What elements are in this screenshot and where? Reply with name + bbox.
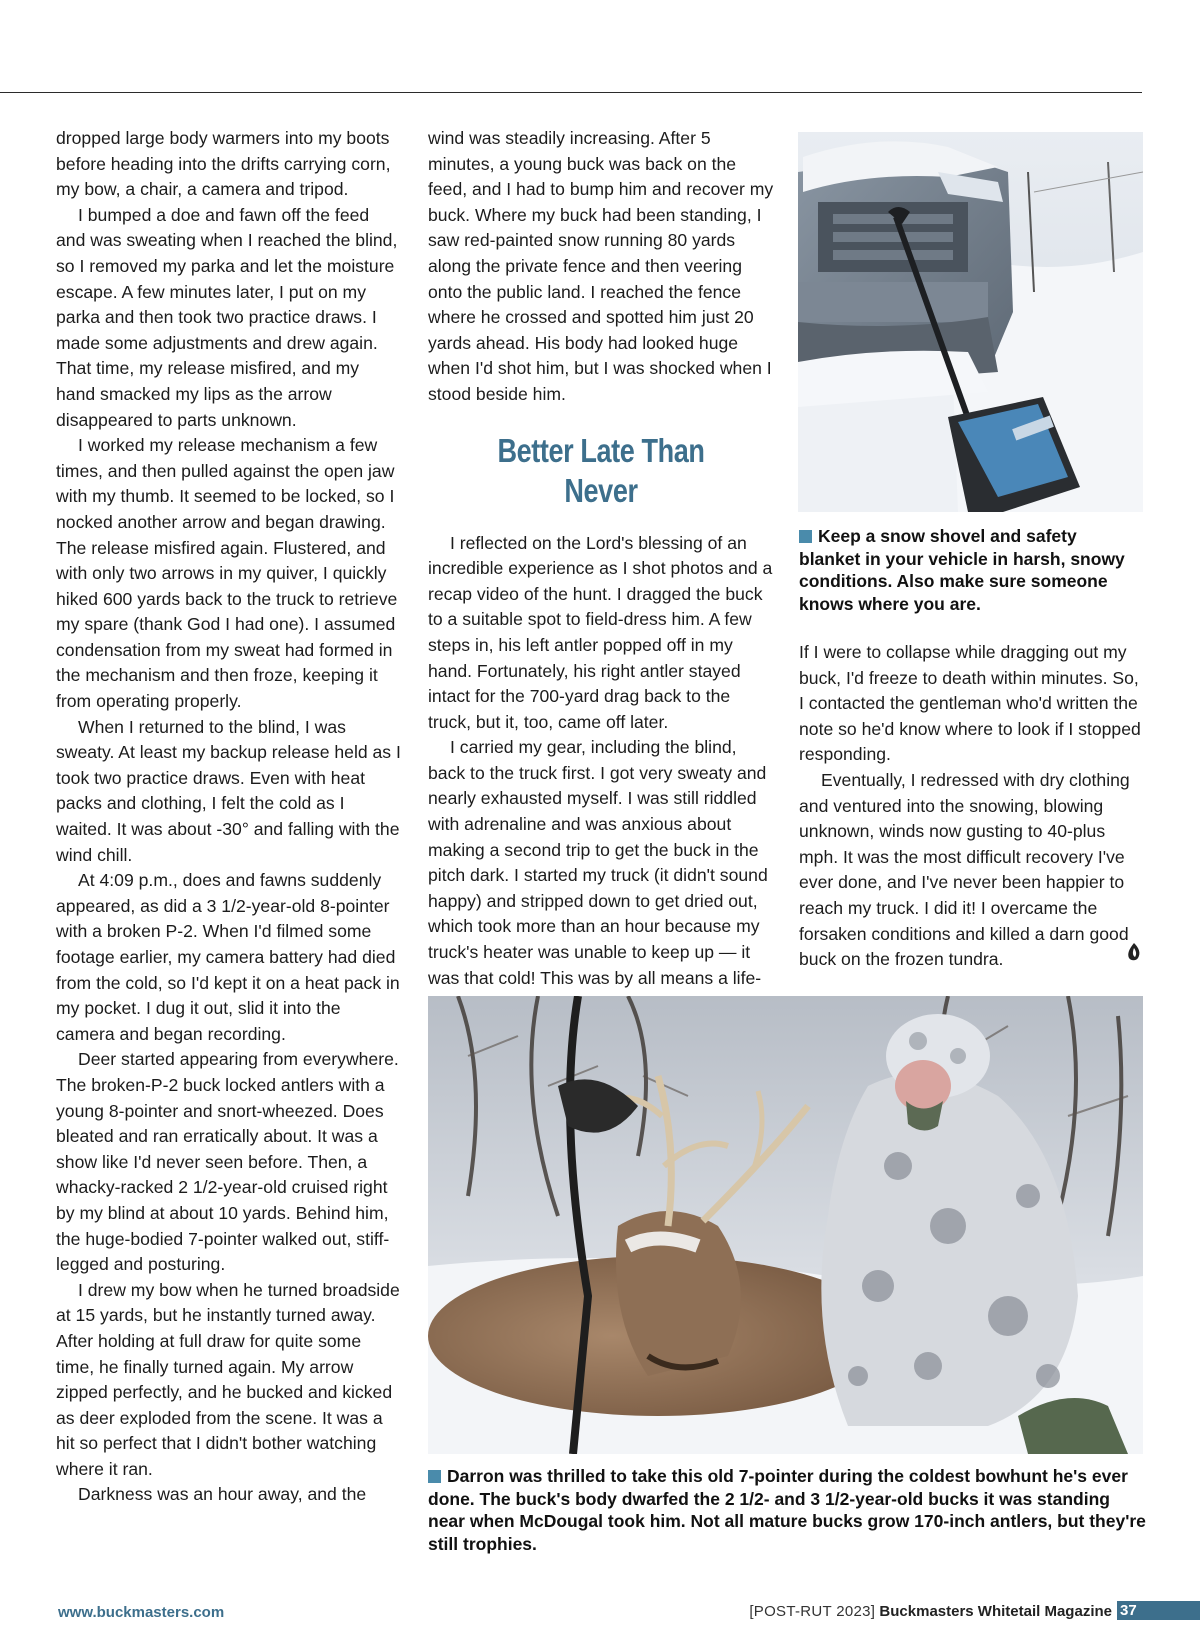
paragraph: dropped large body warmers into my boots before heading into the drifts carrying corn, my bow, a chair, a camera and tripod. xyxy=(56,128,391,200)
paragraph: I worked my release mechanism a few times, and then pulled against the open jaw with my thumb. It seemed to be locked, so I nocked another arrow and began drawing. The release misfired again. Flustered, and with only two arrows in my quiver, I quickly hiked 600 yards back to the truck to retrieve my spare (thank God I had one). I assumed condensation from my sweat had formed in the mechanism and then froze, keeping it from operating properly. xyxy=(56,435,398,712)
paragraph: Deer started appearing from everywhere. The broken-P-2 buck locked antlers with a young 8-pointer and snort-wheezed. Does bleated and ran erratically about. It was a show like I'd never seen before. Then, a whacky-racked 2 1/2-year-old cruised right by my blind at about 10 yards. Behind him, the huge-bodied 7-pointer walked out, stiff-legged and posturing. xyxy=(56,1049,399,1275)
paragraph: I reflected on the Lord's blessing of an incredible experience as I shot photos and a recap video of the hunt. I dragged the buck to a suitable spot to field-dress him. A few steps in, his left antler popped off in my hand. Fortunately, his right antler stayed intact for the 700-yard drag back to the truck, but it, too, came off later. xyxy=(428,532,773,732)
paragraph: At 4:09 p.m., does and fawns suddenly appeared, as did a 3 1/2-year-old 8-pointer with a broken P-2. When I'd filmed some footage earlier, my camera battery had died from the cold, so I'd kept it on a heat pack in my pocket. I dug it out, slid it into the camera and began recording. xyxy=(56,870,400,1044)
footer-issue: [POST-RUT 2023] xyxy=(749,1603,876,1620)
paragraph: When I returned to the blind, I was sweaty. At least my backup release held as I took two practice draws. Even with heat packs and clothing, I felt the cold as I waited. It was about -30° and falling with the wind chill. xyxy=(56,716,401,865)
truck-shovel-photo xyxy=(798,132,1143,512)
article-column-2 xyxy=(428,126,774,1017)
hunter-buck-photo xyxy=(428,996,1143,1454)
photo-caption-truck xyxy=(799,525,1139,615)
paragraph: Darkness was an hour away, and the xyxy=(78,1484,367,1505)
footer-website-link[interactable]: www.buckmasters.com xyxy=(58,1604,225,1621)
caption-square-icon xyxy=(428,1470,441,1483)
caption-text: Keep a snow shovel and safety blanket in your vehicle in harsh, snowy conditions. Also make sure someone knows where you are. xyxy=(799,526,1125,614)
paragraph: If I were to collapse while dragging out my buck, I'd freeze to death within minutes. So, I contacted the gentleman who'd written the note so he'd know where to look if I stopped responding. xyxy=(799,642,1141,765)
photo-caption-buck xyxy=(428,1465,1148,1555)
paragraph: wind was steadily increasing. After 5 minutes, a young buck was back on the feed, and I had to bump him and recover my buck. Where my buck had been standing, I saw red-painted snow running 80 yards along the private fence and then veering onto the public land. I reached the fence where he crossed and spotted him just 20 yards ahead. His body had looked huge when I'd shot him, but I was shocked when I stood beside him. xyxy=(428,128,774,404)
caption-square-icon xyxy=(799,530,812,543)
section-subhead: Better Late Than Never xyxy=(497,431,705,509)
caption-text: Darron was thrilled to take this old 7-pointer during the coldest bowhunt he's ever done. The buck's body dwarfed the 2 1/2- and 3 1/2-year-old bucks it was standing near when McDougal took him. Not all mature bucks grow 170-inch antlers, but they're still trophies. xyxy=(428,1466,1146,1554)
article-column-1 xyxy=(56,126,401,1508)
header-rule xyxy=(0,92,1142,93)
paragraph: I carried my gear, including the blind, back to the truck first. I got very sweaty and nearly exhausted myself. I was still riddled with adrenaline and was anxious about making a second trip to get the buck in the pitch dark. I started my truck (it didn't sound happy) and stripped down to get dried out, which took more than an hour because my truck's heater was unable to keep up — it was that cold! This was by all means a life- xyxy=(428,737,768,988)
page-number-tab xyxy=(1117,1601,1200,1620)
end-mark-icon xyxy=(1127,943,1141,961)
paragraph: I drew my bow when he turned broadside at 15 yards, but he instantly turned away. After holding at full draw for quite some time, he finally turned again. My arrow zipped perfectly, and he bucked and kicked as deer exploded from the scene. It was a hit so perfect that I didn't bother watching where it ran. xyxy=(56,1279,400,1479)
article-column-3 xyxy=(799,640,1144,973)
page-number: 37 xyxy=(1120,1602,1137,1619)
paragraph: I bumped a doe and fawn off the feed and was sweating when I reached the blind, so I removed my parka and let the moisture escape. A few minutes later, I put on my parka and then took two practice draws. I made some adjustments and drew again. That time, my release misfired, and my hand smacked my lips as the arrow disappeared to parts unknown. xyxy=(56,204,398,430)
paragraph: Eventually, I redressed with dry clothing and ventured into the snowing, blowing unknown, winds now gusting to 40-plus mph. It was the most difficult recovery I've ever done, and I've never been happier to reach my truck. I did it! I overcame the forsaken conditions and killed a darn good buck on the frozen tundra. xyxy=(799,769,1130,970)
footer-magazine-name: Buckmasters Whitetail Magazine xyxy=(879,1603,1112,1620)
footer-folio xyxy=(749,1603,1112,1620)
